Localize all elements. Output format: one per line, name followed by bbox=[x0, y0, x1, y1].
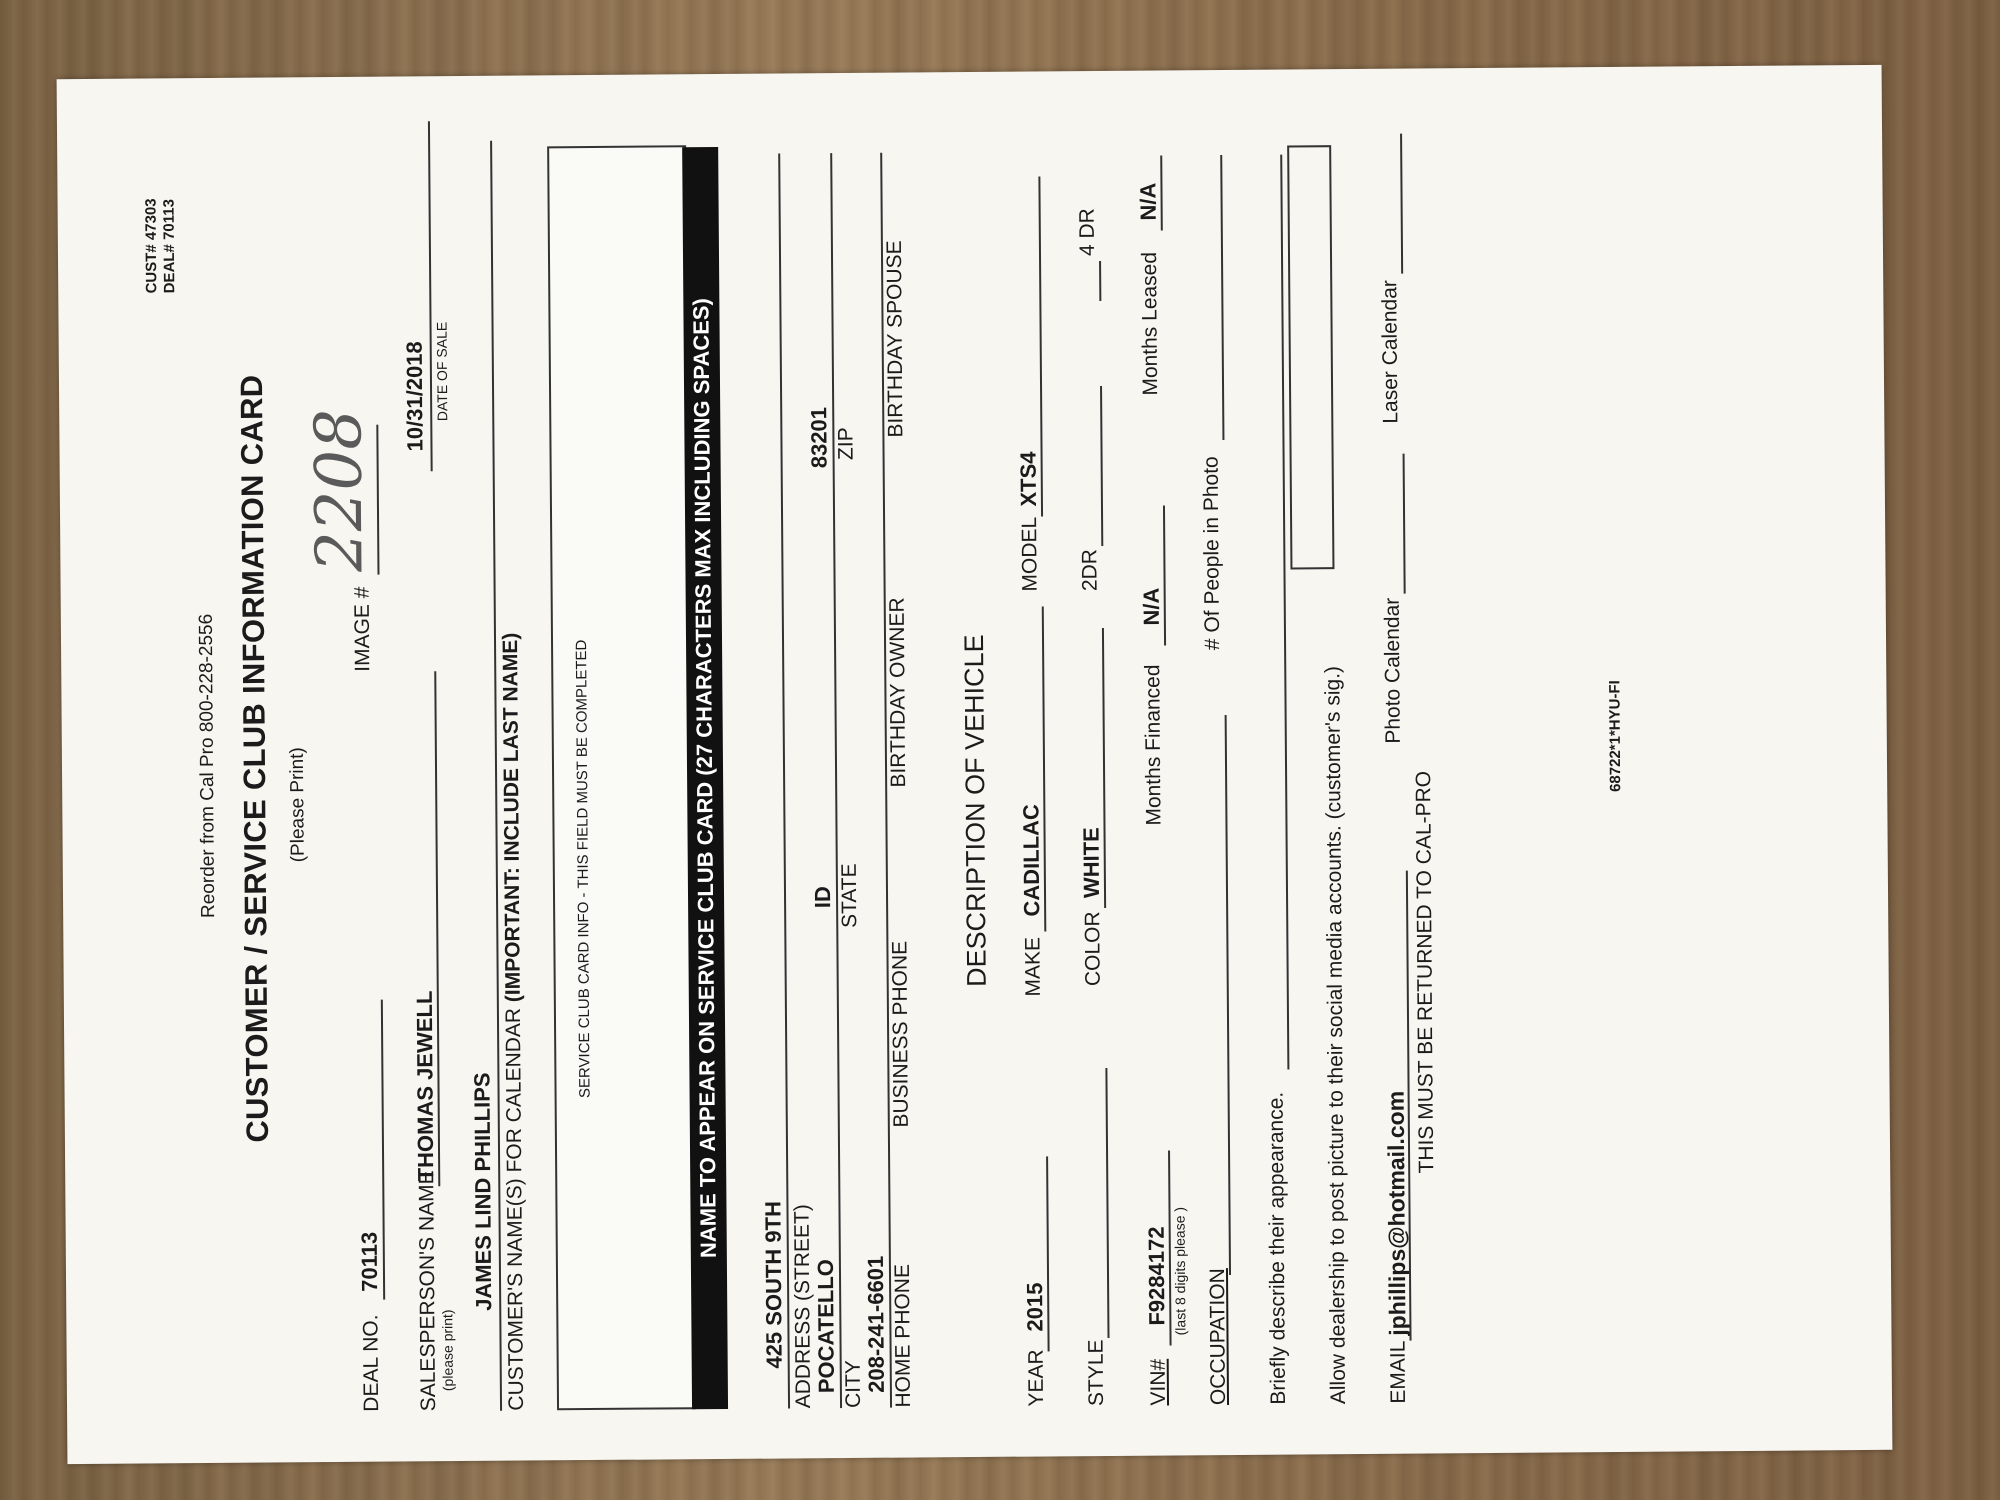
months-financed-value: N/A bbox=[1138, 587, 1164, 626]
occupation-line bbox=[1225, 715, 1231, 1275]
vin-label: VIN# bbox=[1146, 1358, 1171, 1406]
address-value: 425 SOUTH 9TH bbox=[760, 1200, 787, 1369]
year-line bbox=[1046, 1156, 1050, 1351]
form-paper bbox=[57, 65, 1893, 1464]
state-value: ID bbox=[809, 886, 836, 909]
date-line bbox=[428, 121, 433, 471]
city-label: CITY bbox=[841, 1360, 866, 1409]
service-club-header: NAME TO APPEAR ON SERVICE CLUB CARD (27 CHARACTERS MAX INCLUDING SPACES) bbox=[682, 147, 728, 1409]
style-line bbox=[1105, 1068, 1109, 1338]
appearance-label: Briefly describe their appearance. bbox=[1264, 1091, 1291, 1405]
birthday-spouse-label: BIRTHDAY SPOUSE bbox=[882, 240, 908, 438]
info-card bbox=[92, 95, 1857, 1434]
salesperson-value: THOMAS JEWELL bbox=[411, 990, 439, 1182]
email-value: jphillips@hotmail.com bbox=[1382, 1090, 1411, 1336]
image-label: IMAGE # bbox=[350, 586, 375, 672]
months-leased-label: Months Leased bbox=[1137, 251, 1163, 396]
vin-sub: (last 8 digits please ) bbox=[1171, 1206, 1189, 1336]
months-leased-line bbox=[1160, 156, 1163, 231]
address-label: ADDRESS (STREET) bbox=[790, 1204, 816, 1409]
form-title: CUSTOMER / SERVICE CLUB INFORMATION CARD bbox=[233, 374, 275, 1143]
corner-ids bbox=[143, 198, 180, 293]
city-value: POCATELLO bbox=[812, 1259, 839, 1394]
occupation-label: OCCUPATION bbox=[1205, 1268, 1231, 1406]
state-label: STATE bbox=[837, 863, 862, 929]
color-label: COLOR bbox=[1081, 911, 1105, 987]
deal-label: DEAL NO. bbox=[359, 1314, 384, 1412]
birthday-owner-label: BIRTHDAY OWNER bbox=[885, 597, 911, 788]
salesperson-label: SALESPERSON'S NAME bbox=[415, 1170, 441, 1412]
service-club-note: SERVICE CLUB CARD INFO - THIS FIELD MUST BE COMPLETED bbox=[573, 639, 594, 1099]
laser-calendar-line bbox=[1400, 134, 1403, 274]
color-value: WHITE bbox=[1078, 827, 1105, 899]
image-line bbox=[376, 425, 379, 575]
year-value: 2015 bbox=[1022, 1282, 1048, 1332]
laser-calendar-label: Laser Calendar bbox=[1378, 280, 1403, 424]
four-dr-label: 4 DR bbox=[1075, 208, 1100, 257]
date-of-sale-value: 10/31/2018 bbox=[401, 341, 428, 452]
deal-value: 70113 bbox=[356, 1231, 383, 1292]
make-value: CADILLAC bbox=[1018, 804, 1045, 917]
zip-value: 83201 bbox=[806, 406, 832, 469]
reorder-text: Reorder from Cal Pro 800-228-2556 bbox=[195, 613, 220, 919]
home-phone-value: 208-241-6601 bbox=[862, 1255, 889, 1393]
people-in-photo-label: # Of People in Photo bbox=[1199, 456, 1225, 651]
image-number: 2208 bbox=[302, 408, 378, 573]
salesperson-sub: (please print) bbox=[439, 1309, 456, 1392]
vehicle-heading: DESCRIPTION OF VEHICLE bbox=[958, 634, 992, 988]
months-leased-value: N/A bbox=[1135, 182, 1161, 221]
form-code: 68722*1*HYU-FI bbox=[1606, 680, 1625, 793]
two-dr-line bbox=[1100, 386, 1103, 546]
social-media-label: Allow dealership to post picture to their social media accounts. (customer's sig.) bbox=[1321, 665, 1351, 1405]
make-label: MAKE bbox=[1021, 936, 1045, 997]
cust-number: CUST# 47303 bbox=[142, 198, 161, 294]
style-label: STYLE bbox=[1084, 1339, 1109, 1407]
photo-calendar-line bbox=[1403, 454, 1406, 594]
photo-calendar-label: Photo Calendar bbox=[1380, 597, 1405, 744]
vin-value: F9284172 bbox=[1143, 1226, 1170, 1326]
please-print-note: (Please Print) bbox=[286, 747, 309, 863]
months-financed-label: Months Financed bbox=[1141, 664, 1166, 826]
model-label: MODEL bbox=[1018, 516, 1042, 592]
home-phone-label: HOME PHONE bbox=[890, 1263, 916, 1408]
city-line bbox=[830, 153, 842, 1408]
business-phone-label: BUSINESS PHONE bbox=[888, 940, 913, 1128]
signature-box[interactable] bbox=[1287, 145, 1334, 569]
months-financed-line bbox=[1163, 505, 1166, 645]
customer-names-label: CUSTOMER'S NAME(S) FOR CALENDAR (IMPORTANT: INCLUDE LAST NAME) bbox=[498, 632, 529, 1411]
model-value: XTS4 bbox=[1015, 451, 1041, 507]
customer-names-value: JAMES LIND PHILLIPS bbox=[469, 1072, 497, 1311]
people-in-photo-line bbox=[1220, 155, 1224, 440]
return-note: THIS MUST BE RETURNED TO CAL-PRO bbox=[1412, 770, 1439, 1174]
two-dr-label: 2DR bbox=[1078, 548, 1102, 592]
deal-number: DEAL# 70113 bbox=[160, 199, 179, 294]
service-club-box[interactable] bbox=[547, 145, 696, 1410]
four-dr-line bbox=[1099, 261, 1101, 301]
email-label: EMAIL bbox=[1386, 1340, 1411, 1404]
zip-label: ZIP bbox=[834, 427, 858, 461]
year-label: YEAR bbox=[1024, 1349, 1049, 1407]
date-of-sale-label: DATE OF SALE bbox=[433, 321, 451, 422]
